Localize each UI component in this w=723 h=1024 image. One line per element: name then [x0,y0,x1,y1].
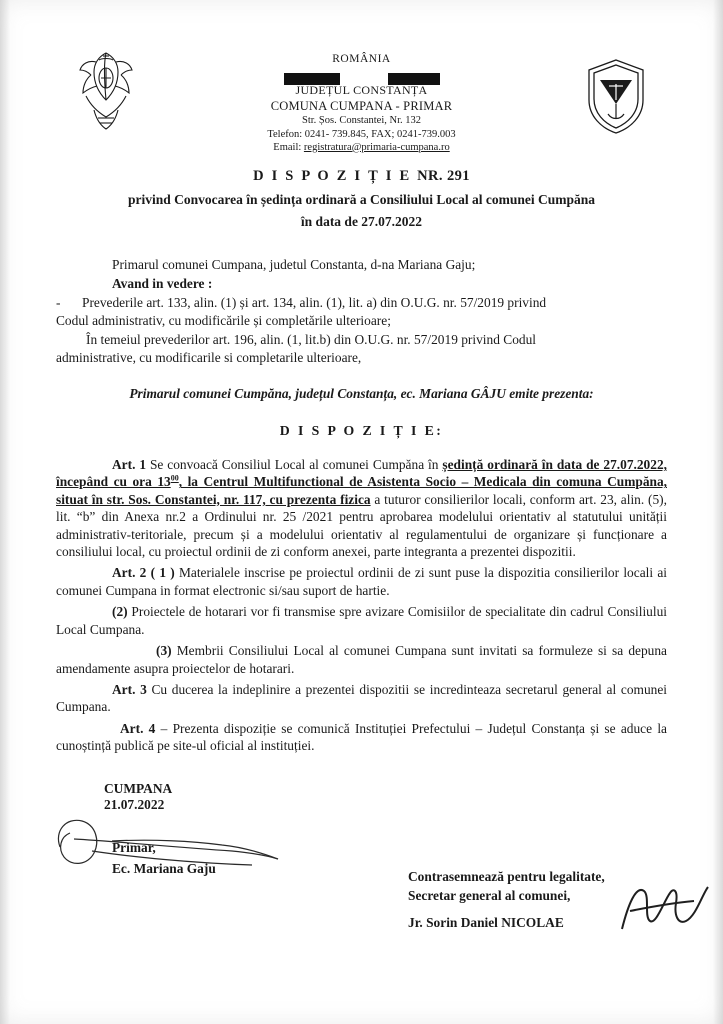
temei-line-2: administrative, cu modificarile si completarile ulterioare, [56,350,362,366]
email-address: registratura@primaria-cumpana.ro [303,141,450,153]
legal-basis-item-1 [56,294,667,311]
document-body [56,256,667,755]
temei-line-1: În temeiul prevederilor art. 196, alin. (1, lit.b) din O.U.G. nr. 57/2019 privind Codul [86,331,536,347]
dispozitie-heading: D I S P O Z I Ț I E: [279,422,444,438]
document-subtitle: privind Convocarea în ședința ordinară a Consiliului Local al comunei Cumpăna [127,192,596,207]
document-number: NR. 291 [417,168,470,184]
signature-zone [56,781,667,951]
countersign-block [408,867,605,906]
document-type-word: D I S P O Z I Ț I E [253,168,412,184]
article-2-2 [56,603,667,638]
title-block [0,168,723,230]
article-1-label: Art. 1 [112,456,147,472]
redacted-header-bars [0,68,723,82]
email-label: Email: [273,141,302,153]
article-1-text-b: a tuturor consilierilor locali, conform art. 23, alin. (5), lit. “b” din Anexa nr.2 a Ordinului nr. 25 /2021 pentru aprobarea modelului orientativ al statutului unității administrativ-teritoriale, precum și a modelului orientativ al regulamentului de organizare și funcționare a consiliului local, cu proiectul ordinii de zi conform anexei, parte integranta a prezentei dispozitii. [56,491,667,559]
email-line [0,141,723,154]
article-4 [56,720,667,755]
intro-paragraph: Primarul comunei Cumpana, judetul Constanta, d-na Mariana Gaju; [112,257,476,272]
avand-in-vedere-heading: Avand in vedere : [112,276,213,292]
article-1-underlined-b: , la Centrul Multifunctional de Asistenta Socio – Medicala din comuna Cumpăna, situat în str. Sos. Constantei, nr. 117, cu prezenta fizica [56,474,667,507]
county-name: JUDEȚUL CONSTANȚA [295,83,428,98]
legal-basis-item-1-cont: Codul administrativ, cu modificările și completările ulterioare; [56,313,391,329]
mayor-title: Primar, [112,840,156,856]
bullet-dash: - [56,294,61,310]
article-3-text: Cu ducerea la indeplinire a prezentei dispozitii se incredinteaza secretarul general al comunei Cumpana. [56,681,668,715]
article-2-1 [56,564,667,599]
mayor-name: Ec. Mariana Gaju [112,861,216,877]
article-1-underlined-a: ședință ordinară în data de 27.07.2022, începând cu ora 13 [56,456,667,490]
issuer-line: Primarul comunei Cumpăna, județul Constanța, ec. Mariana GÂJU emite prezenta: [129,385,594,401]
article-1 [56,456,667,561]
countersign-line-2: Secretar general al comunei, [408,888,571,904]
article-1-hour-superscript: 00 [170,473,179,483]
commune-name: COMUNA CUMPANA - PRIMAR [270,98,453,113]
document-title [0,168,723,185]
article-1-text-a: Se convoacă Consiliul Local al comunei Cumpăna în [146,456,443,472]
address-line: Str. Șos. Constantei, Nr. 132 [301,115,421,127]
article-2-1-label: Art. 2 ( 1 ) [112,565,175,581]
document-header [0,0,723,153]
article-2-2-label: (2) [112,604,128,620]
secretary-signature-mark [616,877,723,937]
article-2-3-text: Membrii Consiliului Local al comunei Cumpana sunt invitati sa formuleze si sa depuna amendamente asupra proiectelor de hotarari. [56,643,667,676]
signature-date: 21.07.2022 [104,797,165,813]
document-date-line: în data de 27.07.2022 [300,214,423,229]
signature-place: CUMPANA [104,780,173,796]
country-name: ROMÂNIA [332,53,391,65]
countersign-line-1: Contrasemnează pentru legalitate, [408,868,605,884]
article-2-3-label: (3) [156,643,172,659]
article-3 [56,681,667,716]
legal-basis-item-1-text: Prevederile art. 133, alin. (1) și art. 134, alin. (1), lit. a) din O.U.G. nr. 57/2019 privind [82,294,547,310]
article-4-text: – Prezenta dispoziție se comunică Instituției Prefectului – Județul Constanța și se aduce la cunoștință publică pe site-ul oficial al instituției. [56,720,667,754]
article-4-label: Art. 4 [120,720,156,736]
article-3-label: Art. 3 [112,681,147,697]
phone-line: Telefon: 0241- 739.845, FAX; 0241-739.003 [267,128,456,140]
secretary-name: Jr. Sorin Daniel NICOLAE [408,914,564,930]
header-text-block [0,52,723,154]
article-2-2-text: Proiectele de hotarari vor fi transmise spre avizare Comisiilor de specialitate din cadrul Consiliului Local Cumpana. [56,604,667,637]
article-2-1-text: Materialele inscrise pe proiectul ordinii de zi sunt puse la dispozitia consilierilor locali ai comunei Cumpana in format electronic si/sau suport de hartie. [56,565,667,598]
article-2-3 [56,642,667,677]
